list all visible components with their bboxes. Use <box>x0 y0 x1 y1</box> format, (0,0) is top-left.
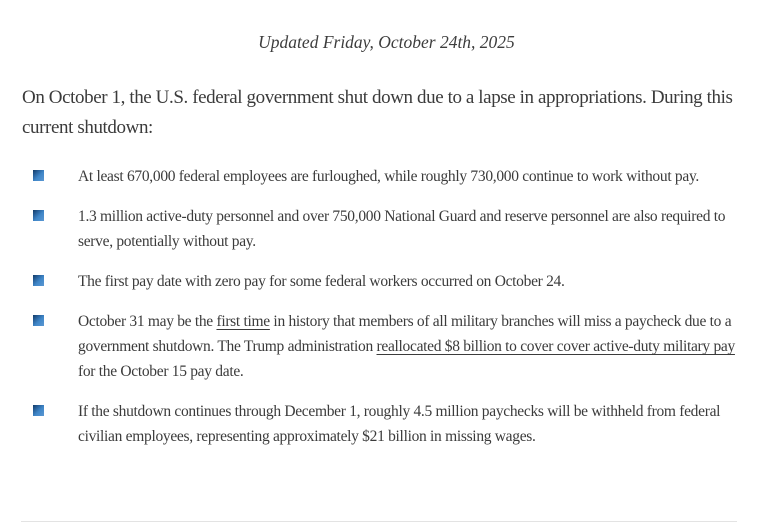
list-item <box>21 204 737 254</box>
shutdown-facts-list <box>21 164 737 449</box>
bottom-divider <box>21 521 737 522</box>
list-item-text: The first pay date with zero pay for some federal workers occurred on October 24. <box>78 273 565 290</box>
list-item <box>21 164 737 189</box>
list-item-text: If the shutdown continues through December 1, roughly 4.5 million paychecks will be withheld from federal civilian employees, representing approximately $21 billion in missing wages. <box>78 403 721 445</box>
article-page <box>0 31 773 530</box>
updated-date-line: Updated Friday, October 24th, 2025 <box>258 32 515 52</box>
list-item <box>21 309 737 384</box>
list-item-text: in history that members of all military branches will miss a paycheck due to a government shutdown. The Trump administration <box>78 313 732 355</box>
list-item-text: At least 670,000 federal employees are furloughed, while roughly 730,000 continue to work without pay. <box>78 168 699 185</box>
intro-paragraph: On October 1, the U.S. federal government shut down due to a lapse in appropriations. During this current shutdown: <box>22 87 733 138</box>
first-time-link[interactable]: first time <box>216 313 270 330</box>
square-bullet-icon <box>33 275 44 286</box>
list-item-text: for the October 15 pay date. <box>78 363 244 380</box>
square-bullet-icon <box>33 315 44 326</box>
list-item <box>21 269 737 294</box>
list-item-text: October 31 may be the <box>78 313 217 330</box>
square-bullet-icon <box>33 170 44 181</box>
reallocated-8-billion-link[interactable]: reallocated $8 billion to cover cover active-duty military pay <box>376 338 735 355</box>
square-bullet-icon <box>33 405 44 416</box>
list-item-text: 1.3 million active-duty personnel and over 750,000 National Guard and reserve personnel are also required to serve, potentially without pay. <box>78 208 726 250</box>
square-bullet-icon <box>33 210 44 221</box>
list-item <box>21 399 737 449</box>
